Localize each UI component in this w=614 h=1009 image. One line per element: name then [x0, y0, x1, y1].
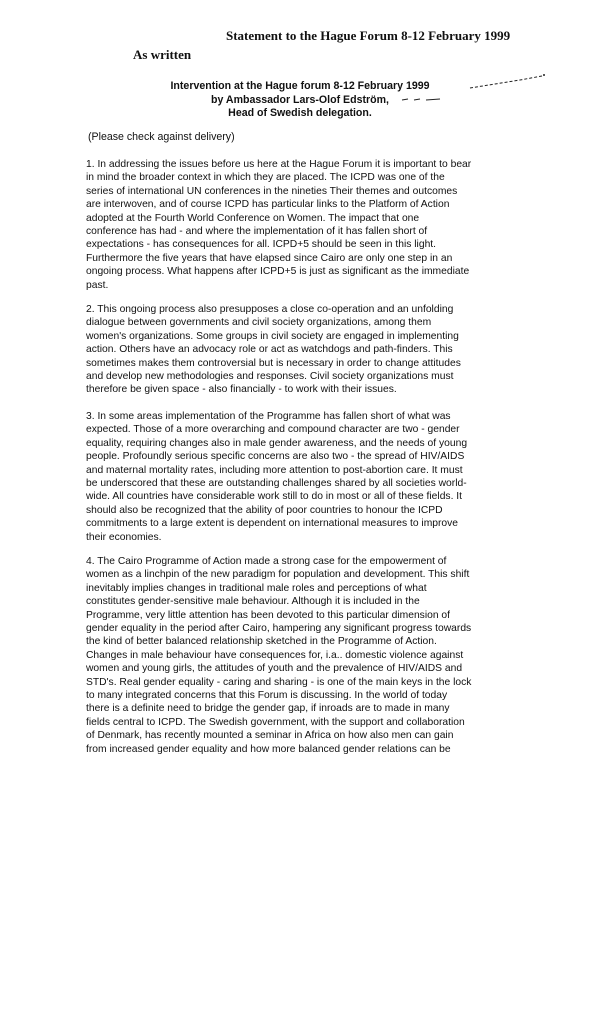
paragraph-line: women as a linchpin of the new paradigm for population and development. This shift	[86, 569, 470, 581]
document-subtitle: As written	[133, 47, 192, 62]
intervention-line: Head of Swedish delegation.	[228, 107, 372, 119]
paragraph-1	[86, 158, 506, 292]
paragraph-line: be underscored that these are outstanding challenges shared by all societies world-	[86, 478, 467, 490]
paragraph-line: and maternal mortality rates, including more attention to post-abortion care. It must	[86, 464, 463, 476]
paragraph-line: 3. In some areas implementation of the Programme has fallen short of what was	[86, 411, 451, 422]
paragraph-line: to many integrated concerns that this Forum is discussing. In the world of today	[86, 690, 448, 702]
paragraph-line: in mind the broader context in which they are placed. The ICPD was one of the	[86, 172, 445, 184]
paragraph-line: STD's. Real gender equality - caring and sharing - is one of the main keys in the lock	[86, 676, 472, 688]
paragraph-line: women and young girls, the attitudes of youth and the prevalence of HIV/AIDS and	[86, 663, 463, 675]
paragraph-line: adopted at the Fourth World Conference on Women. The impact that one	[86, 212, 420, 224]
paragraph-line: wide. All countries have considerable work still to do in most or all of these fields. It	[86, 491, 463, 503]
paragraph-line: expected. Those of a more overarching and compound character are two - gender	[86, 424, 460, 436]
paragraph-line: 4. The Cairo Programme of Action made a strong case for the empowerment of	[86, 556, 447, 567]
paragraph-line: should also be recognized that the ability of poor countries to honour the ICPD	[86, 504, 443, 516]
paragraph-line: 1. In addressing the issues before us here at the Hague Forum it is important to bear	[86, 159, 472, 170]
paragraph-line: of Denmark, has recently mounted a seminar in Africa on how also men can gain	[86, 730, 454, 742]
paragraph-line: ongoing process. What happens after ICPD+5 is just as significant as the immediate	[86, 266, 470, 278]
paragraph-line: Programme, very little attention has been devoted to this particular dimension of	[86, 609, 451, 621]
delivery-note: (Please check against delivery)	[88, 131, 235, 143]
paragraph-line: therefore be given space - also financially - to work with their issues.	[86, 384, 397, 396]
paragraph-line: fields central to ICPD. The Swedish government, with the support and collaboration	[86, 716, 465, 728]
paragraph-line: and develop new methodologies and responses. Civil society organizations must	[86, 371, 454, 383]
handwritten-scribble	[400, 70, 550, 110]
paragraph-line: equality, requiring changes also in male gender awareness, and the needs of young	[86, 437, 468, 449]
paragraph-4	[86, 555, 506, 756]
paragraph-line: their economies.	[86, 531, 162, 543]
paragraph-line: are interwoven, and of course ICPD has particular links to the Platform of Action	[86, 199, 450, 211]
paragraph-line: action. Others have an advocacy role or act as watchdogs and path-finders. This	[86, 344, 453, 356]
paragraph-line: from increased gender equality and how more balanced gender relations can be	[86, 743, 451, 755]
paragraph-line: dialogue between governments and civil society organizations, among them	[86, 317, 432, 329]
paragraph-line: series of international UN conferences in the nineties Their themes and outcomes	[86, 185, 458, 197]
paragraph-line: gender equality in the period after Cairo, hampering any significant progress towards	[86, 623, 472, 635]
paragraph-line: Changes in male behaviour have consequences for, i.a.. domestic violence against	[86, 649, 464, 661]
paragraph-line: expectations - has consequences for all. ICPD+5 should be seen in this light.	[86, 239, 437, 251]
paragraph-line: 2. This ongoing process also presupposes a close co-operation and an unfolding	[86, 304, 454, 315]
document-title: Statement to the Hague Forum 8-12 February 1999	[226, 28, 511, 43]
paragraph-line: sometimes makes them controversial but is necessary in order to change attitudes	[86, 357, 461, 369]
paragraph-line: past.	[86, 279, 109, 291]
paragraph-line: constitutes gender-sensitive male behaviour. Although it is included in the	[86, 596, 420, 608]
paragraph-3	[86, 410, 506, 544]
paragraph-line: commitments to a large extent is dependent on international measures to improve	[86, 518, 459, 530]
paragraph-line: Furthermore the five years that have elapsed since Cairo are only one step in an	[86, 252, 453, 264]
paragraph-line: conference has had - and where the implementation of it has fallen short of	[86, 226, 428, 238]
paragraph-line: inevitably implies changes in traditional male roles and perceptions of what	[86, 582, 427, 594]
paragraph-line: there is a definite need to bridge the gender gap, if inroads are to made in many	[86, 703, 450, 715]
paragraph-line: people. Profoundly serious specific concerns are also two - the spread of HIV/AIDS	[86, 451, 465, 463]
paragraph-line: the kind of better balanced relationship sketched in the Programme of Action.	[86, 636, 437, 648]
intervention-line: by Ambassador Lars-Olof Edström,	[211, 93, 389, 106]
intervention-line: Intervention at the Hague forum 8-12 February 1999	[170, 80, 430, 92]
paragraph-line: women's organizations. Some groups in civil society are engaged in implementing	[86, 330, 459, 342]
paragraph-2	[86, 303, 506, 397]
